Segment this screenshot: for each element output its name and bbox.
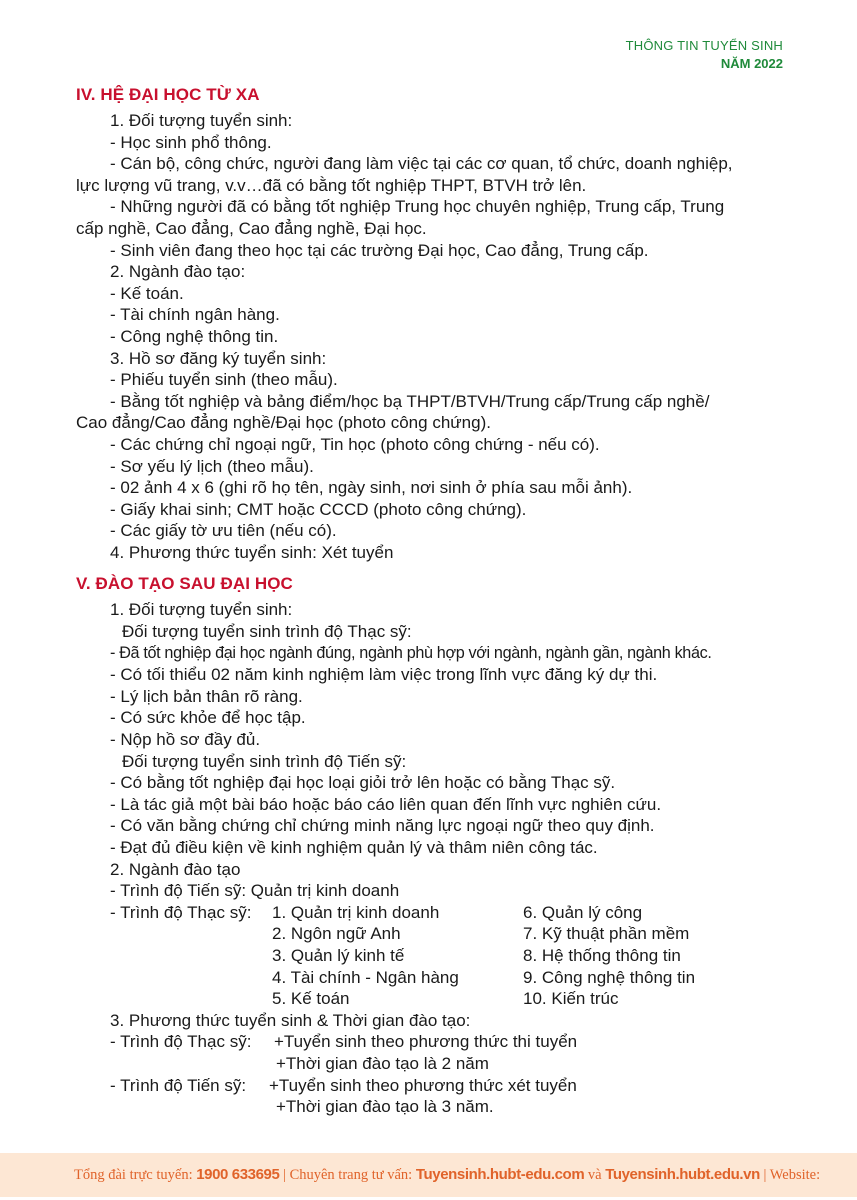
majors-row [76, 945, 796, 967]
list-item-continuation: cấp nghề, Cao đẳng, Cao đẳng nghề, Đại học. [76, 218, 427, 238]
header-year: NĂM 2022 [720, 56, 783, 71]
document-body [76, 84, 796, 1118]
subgroup-title: Đối tượng tuyển sinh trình độ Tiến sỹ: [122, 751, 407, 771]
admission-method-table [76, 1031, 796, 1117]
list-item: - Có bằng tốt nghiệp đại học loại giỏi trở lên hoặc có bằng Thạc sỹ. [110, 773, 616, 793]
doctor-method-label: - Trình độ Tiến sỹ: [110, 1075, 247, 1095]
footer-contact-line [74, 1153, 820, 1197]
list-item-continuation: Cao đẳng/Cao đẳng nghề/Đại học (photo công chứng). [76, 413, 491, 433]
masters-duration: +Thời gian đào tạo là 2 năm [276, 1053, 489, 1073]
list-item: - Học sinh phổ thông. [110, 132, 272, 152]
list-item: - Giấy khai sinh; CMT hoặc CCCD (photo công chứng). [110, 499, 527, 519]
majors-row [76, 923, 796, 945]
doctor-duration: +Thời gian đào tạo là 3 năm. [276, 1097, 494, 1117]
footer-consult-label: Chuyên trang tư vấn: [289, 1167, 413, 1183]
footer-site-link-2[interactable]: Tuyensinh.hubt.edu.vn [605, 1166, 760, 1183]
list-item: - Đã tốt nghiệp đại học ngành đúng, ngành phù hợp với ngành, ngành gần, ngành khác. [110, 643, 712, 662]
majors-row [76, 967, 796, 989]
major-item: 5. Kế toán [272, 989, 350, 1009]
masters-majors-table [76, 902, 796, 1010]
footer-separator: | [763, 1167, 767, 1183]
section-heading-iv: IV. HỆ ĐẠI HỌC TỪ XA [76, 85, 260, 104]
list-item: - Đạt đủ điều kiện về kinh nghiệm quản lý và thâm niên công tác. [110, 838, 598, 857]
major-item: 3. Quản lý kinh tế [272, 945, 405, 965]
major-item: 4. Tài chính - Ngân hàng [272, 967, 459, 987]
list-item: - Bằng tốt nghiệp và bảng điểm/học bạ THPT/BTVH/Trung cấp/Trung cấp nghề/ [110, 391, 710, 411]
major-item: 1. Quản trị kinh doanh [272, 902, 440, 922]
subsection-title: 3. Hồ sơ đăng ký tuyển sinh: [110, 348, 327, 368]
subgroup-title: Đối tượng tuyển sinh trình độ Thạc sỹ: [122, 622, 412, 642]
major-item: 10. Kiến trúc [523, 989, 619, 1009]
list-item: - Các giấy tờ ưu tiên (nếu có). [110, 521, 337, 541]
subsection-title: 2. Ngành đào tạo: [110, 262, 246, 282]
footer-separator: | [283, 1167, 286, 1183]
method-row [76, 1053, 796, 1075]
masters-label: - Trình độ Thạc sỹ: [110, 902, 252, 922]
list-item: - Nộp hồ sơ đầy đủ. [110, 730, 261, 750]
footer-hotline-label: Tổng đài trực tuyến: [74, 1167, 193, 1183]
subsection-title: 2. Ngành đào tạo [110, 859, 241, 879]
list-item: - Có văn bằng chứng chỉ chứng minh năng lực ngoại ngữ theo quy định. [110, 816, 655, 836]
list-item: - Phiếu tuyển sinh (theo mẫu). [110, 370, 338, 390]
section-heading-v: V. ĐÀO TẠO SAU ĐẠI HỌC [76, 574, 293, 594]
method-row [76, 1096, 796, 1118]
list-item: - Tài chính ngân hàng. [110, 305, 280, 325]
list-item-continuation: lực lượng vũ trang, v.v…đã có bằng tốt nghiệp THPT, BTVH trở lên. [76, 175, 587, 195]
list-item: - Trình độ Tiến sỹ: Quản trị kinh doanh [110, 881, 400, 901]
header-title: THÔNG TIN TUYỂN SINH [625, 38, 783, 53]
list-item: - Sơ yếu lý lịch (theo mẫu). [110, 456, 314, 476]
list-item: - 02 ảnh 4 x 6 (ghi rõ họ tên, ngày sinh, nơi sinh ở phía sau mỗi ảnh). [110, 478, 633, 498]
majors-row [76, 902, 796, 924]
list-item: - Công nghệ thông tin. [110, 326, 279, 346]
list-item: - Kế toán. [110, 283, 184, 303]
list-item: - Các chứng chỉ ngoại ngữ, Tin học (photo công chứng - nếu có). [110, 434, 600, 454]
major-item: 8. Hệ thống thông tin [523, 945, 681, 965]
subsection-title: 1. Đối tượng tuyển sinh: [110, 600, 293, 620]
page-footer [0, 1153, 857, 1197]
major-item: 9. Công nghệ thông tin [523, 967, 696, 987]
subsection-title: 3. Phương thức tuyển sinh & Thời gian đào tạo: [110, 1010, 471, 1030]
masters-method-label: - Trình độ Thạc sỹ: [110, 1032, 252, 1052]
footer-website-label: Website: [769, 1167, 821, 1183]
subsection-title: 4. Phương thức tuyển sinh: Xét tuyển [110, 542, 394, 562]
list-item: - Có tối thiểu 02 năm kinh nghiệm làm việc trong lĩnh vực đăng ký dự thi. [110, 665, 658, 685]
footer-hotline-number[interactable]: 1900 633695 [196, 1166, 280, 1183]
list-item: - Sinh viên đang theo học tại các trường Đại học, Cao đẳng, Trung cấp. [110, 240, 649, 260]
masters-method: +Tuyển sinh theo phương thức thi tuyển [274, 1032, 578, 1052]
major-item: 6. Quản lý công [523, 902, 643, 922]
doctor-method: +Tuyển sinh theo phương thức xét tuyển [269, 1075, 577, 1095]
majors-row [76, 988, 796, 1010]
method-row [76, 1075, 796, 1097]
list-item: - Có sức khỏe để học tập. [110, 708, 306, 728]
list-item: - Là tác giả một bài báo hoặc báo cáo liên quan đến lĩnh vực nghiên cứu. [110, 794, 662, 814]
list-item: - Lý lịch bản thân rõ ràng. [110, 686, 303, 706]
list-item: - Cán bộ, công chức, người đang làm việc tại các cơ quan, tổ chức, doanh nghiệp, [110, 154, 733, 174]
major-item: 2. Ngôn ngữ Anh [272, 924, 401, 944]
list-item: - Những người đã có bằng tốt nghiệp Trung học chuyên nghiệp, Trung cấp, Trung [110, 197, 725, 217]
method-row [76, 1031, 796, 1053]
page-header [626, 37, 783, 73]
footer-site-link-1[interactable]: Tuyensinh.hubt-edu.com [415, 1166, 585, 1183]
subsection-title: 1. Đối tượng tuyển sinh: [110, 111, 293, 130]
footer-and: và [587, 1167, 602, 1183]
major-item: 7. Kỹ thuật phần mềm [523, 924, 690, 944]
